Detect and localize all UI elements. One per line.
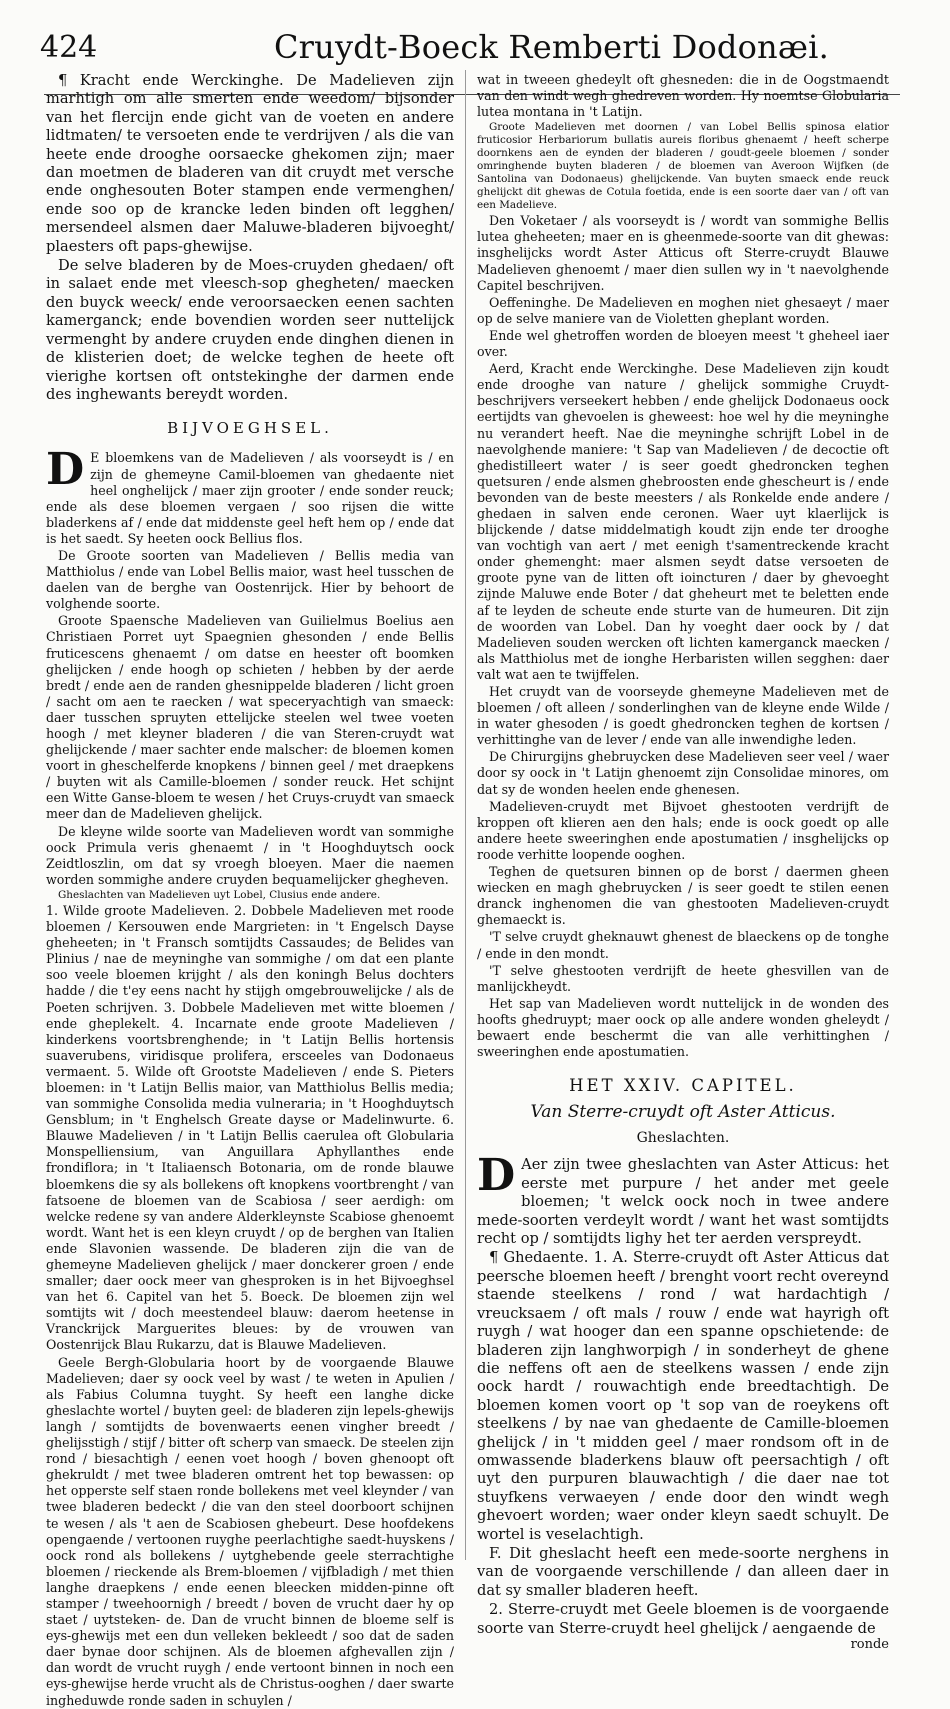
- paragraph-chirurgijns: De Chirurgijns ghebruycken dese Madelieven seer veel / waer door sy oock in 't Latijn ghenoemt zijn Consolidae minores, om dat sy de wonden heelen ende ghenesen.: [477, 749, 889, 797]
- paragraph-continuation: wat in tweeen ghedeylt oft ghesneden: die in de Oogstmaendt van den windt wegh ghedreven worden. Hy noemtse Globularia lutea montana in 't Latijn.: [477, 72, 889, 120]
- paragraph-quetsuren: Teghen de quetsuren binnen op de borst / daermen gheen wiecken en magh ghebruycken / is seer goedt te stilen eenen dranck inghenomen die van ghestooten Madelieven-cruydt ghemaeckt is.: [477, 864, 889, 928]
- page-header: [0, 28, 950, 72]
- paragraph-twee-gheslachten-text: Aer zijn twee gheslachten van Aster Atticus: het eerste met purpure / het ander met geele bloemen; 't welck oock noch in twee andere mede-soorten verdeylt wordt / want het wast somtijdts recht op / somtijdts lighy het ter aerden verspreydt.: [477, 1156, 889, 1248]
- chapter-title: HET XXIV. CAPITEL.: [569, 1076, 797, 1096]
- paragraph-aerd: Aerd, Kracht ende Werckinghe. Dese Madelieven zijn koudt ende drooghe van nature / ghelijck sommighe Cruydt-beschrijvers verseekert hebben / ende ghelijck Dodonaeus oock eertijdts van ghevoelen is gheweest: hoe wel hy die meyninghe nu verandert heeft. Nae die meyninghe schrijft Lobel in de naevolghende maniere: 't Sap van Madelieven / de decoctie oft ghedistilleert water / is seer goedt ghedroncken teghen quetsuren / ende alsmen ghebroosten ende ghescheurt is / ende bevonden van de beste meesters / als Ronkelde ende andere / ghedaen in salven ende ceronen. Waer uyt klaerlijck is blijckende / datse middelmatigh koudt zijn ende ter drooghe van vochtigh van aert / met eenigh t'samentreckende kracht onder ghemenght: maer alsmen seydt datse versoeten de groote pyne van de litten oft ioincturen / daer by ghevoeght zijnde Maluwe ende Boter / dat gheheurt met te beletten ende af te leyden de scheute ende sturte van de humeuren. Dit zijn de woorden van Lobel. Dan hy voeght daer oock by / dat Madelieven souden wercken oft lichten kamerganck maecken / als Matthiolus met de ionghe Herbaristen willen segghen: daer valt wat aen te twijffelen.: [477, 361, 889, 682]
- paragraph-iaer: Ende wel ghetroffen worden de bloeyen meest 't gheheel iaer over.: [477, 327, 889, 360]
- paragraph-doornen: Groote Madelieven met doornen / van Lobel Bellis spinosa elatior fruticosior Herbariorum bullatis aureis floribus ghenaemt / heeft scherpe doornkens aen de eynden der bladeren / goudt-geele bloemen / sonder omringhende buyten bladeren / de bloemen van Averoon Wijfken (de Santolina van Dodonaeus) ghelijckende. Van buyten smaeck ende reuck ghelijckt dit ghewas de Cotula foetida, ende is een soorte daer van / oft van een Madelieve.: [477, 121, 889, 212]
- paragraph-sap: Het sap van Madelieven wordt nuttelijck in de wonden des hoofts ghedruypt; maer oock op alle andere wonden gheleydt / bewaert ende beschermt die van alle verhittinghen / sweeringhen ende apostumatien.: [477, 995, 889, 1060]
- running-title: Cruydt-Boeck Remberti Dodonæi.: [274, 28, 829, 66]
- paragraph-geele-bergh: Geele Bergh-Globularia hoort by de voorgaende Blauwe Madelieven; daer sy oock veel by wast / te weten in Apulien / als Fabius Columna tuyght. Sy heeft een langhe dicke gheslachte wortel / buyten geel: de bladeren zijn lepels-ghewijs langh / somtijdts de bovenwaerts eenen vingher breedt / ghelijsstigh / stijf / bitter oft scherp van smaeck. De steelen zijn rond / biesachtigh / eenen voet hoogh / boven ghenoopt oft ghekruldt / met twee bladeren omtrent het top bewassen: op het opperste self staen ronde bollekens met veel kleynder / van twee bladeren bedeckt / die van den steel doorboort schijnen te wesen / als 't aen de Scabiosen ghebeurt. Dese hoofdekens opengaende / vertoonen ruyghe peerlachtighe saedt-huyskens / oock rond als bollekens / uytghebende geele sterrachtighe bloemen / rieckende als Brem-bloemen / vijfbladigh / met thien langhe draepkens / ende eenen bleecken midden-pinne oft stamper / tweehoornigh / breedt / boven de vrucht daer hy op staet / uytsteken- de. Dan de vrucht binnen de bloeme self is eys-ghewijs met een dun velleken bekleedt / soo dat de saden daer bynae door schijnen. Als de bloemen afghevallen zijn / dan wordt de vrucht ruygh / ende vertoont binnen in noch een eys-ghewijse herde vrucht als de Christus-ooghen / daer swarte ingheduwde ronde saden in schuylen /: [46, 1354, 454, 1708]
- paragraph-bloemkens-text: E bloemkens van de Madelieven / als voorseydt is / en zijn de ghemeyne Camil-bloemen van ghedaente niet heel onghelijck / maer zijn grooter / ende sonder reuck; ende als dese bloemen vergaen / soo rijsen die witte bladerkens af / ende dat middenste geel heft hem op / ende dat is het saedt. Sy heeten oock Bellius flos.: [46, 450, 454, 546]
- chapter-subtitle: Van Sterre-cruydt oft Aster Atticus.: [530, 1102, 836, 1123]
- paragraph-kleyne-wilde: De kleyne wilde soorte van Madelieven wordt van sommighe oock Primula veris ghenaemt / in 't Hooghduytsch oock Zeidtloszlin, om dat sy vroegh bloeyen. Maer die naemen worden sommighe andere cruyden bequamelijcker ghegheven.: [46, 823, 454, 887]
- paragraph-twee-gheslachten: [477, 1150, 889, 1248]
- column-divider: [465, 70, 466, 1560]
- paragraph-spaensche: Groote Spaensche Madelieven van Guilielmus Boelius aen Christiaen Porret uyt Spaegnien ghesonden / ende Bellis fruticescens ghenaemt / om datse en heester oft boomken ghelijcken / ende hoogh op schieten / hebben by der aerde bredt / ende aen de randen ghesnippelde bladeren / licht groen / sacht om aen te raecken / wat speceryachtigh van smaeck: daer tusschen spruyten ettelijcke steelen wel twee voeten hoogh / met kleyner bladeren / die van Steren-cruydt wat ghelijckende / maer sachter ende malscher: de bloemen komen voort in gheschelferde knopkens / binnen geel / met draepkens / buyten wit als Camille-bloemen / sonder reuck. Het schijnt een Witte Ganse-bloem te wesen / het Cruys-cruydt van smaeck meer dan de Madelieven ghelijck.: [46, 613, 454, 822]
- paragraph-groote-soorten: De Groote soorten van Madelieven / Bellis media van Matthiolus / ende van Lobel Bellis maior, wast heel tusschen de daelen van de berghe van Oostenrijck. Hier by behoort de volghende soorte.: [46, 547, 454, 612]
- drop-cap: D: [46, 444, 85, 496]
- chapter-heading-gheslachten: Gheslachten.: [636, 1130, 730, 1147]
- paragraph-ghedaente: ¶ Ghedaente. 1. A. Sterre-cruydt oft Aster Atticus dat peersche bloemen heeft / brenght voort recht overeynd staende steelkens / rond / wat hardachtigh / vreucksaem / oft mals / rouw / ende wat hayrigh oft ruygh / wat hooger dan een spanne opschietende: de bladeren zijn langhworpigh / in sonderheyt de ghene die neffens oft aen de steelkens wassen / ende zijn oock hardt / rouwachtigh ende breedtachtigh. De bloemen komen voort op 't sop van de roeykens oft steelkens / by nae van ghedaente de Camille-bloemen ghelijck / in 't midden geel / maer rondsom oft in de omwassende bladerkens blauw oft peersachtigh / oft uyt den purpuren blauwachtigh / die daer nae tot stuyfkens verwaeyen / ende door den windt wegh ghevoert worden; waer onder kleyn saedt schuylt. De wortel is veselachtigh.: [477, 1249, 889, 1543]
- paragraph-oeffeninghe: Oeffeninghe. De Madelieven en moghen niet ghesaeyt / maer op de selve maniere van de Violetten gheplant worden.: [477, 294, 889, 326]
- paragraph-kracht: ¶ Kracht ende Werckinghe. De Madelieven zijn marhtigh om alle smerten ende weedom/ bijsonder van het flercijn ende gicht van de voeten en andere lidtmaten/ te versoeten ende te verdrijven / als die van heete ende drooghe oorsaecke ghekomen zijn; maer dan moetmen de bladeren van dit cruydt met versche ende onghesouten Boter stampen ende vermenghen/ ende soo op de krancke leden binden oft legghen/ mersendeel alsmen daer Maluwe-bladeren bijvoeght/ plaesters oft paps-ghewijse.: [46, 72, 454, 255]
- paragraph-bijvoet: Madelieven-cruydt met Bijvoet ghestooten verdrijft de kroppen oft klieren aen den hals; ende is oock goedt op alle andere heete sweeringhen ende apostumatien / insghelijcks op roode verhitte loopende ooghen.: [477, 798, 889, 862]
- catchword: ronde: [850, 1637, 889, 1652]
- paragraph-gheslachten: Gheslachten van Madelieven uyt Lobel, Clusius ende andere.: [58, 888, 381, 901]
- paragraph-bloemkens: [46, 444, 454, 547]
- paragraph-mede-soorte: F. Dit gheslacht heeft een mede-soorte nerghens in van de voorgaende verschillende / dan alleen daer in dat sy smaller bladeren heeft.: [477, 1544, 889, 1599]
- paragraph-voketaer: Den Voketaer / als voorseydt is / wordt van sommighe Bellis lutea gheheeten; maer en is gheenmede-soorte van dit ghewas: insghelijcks wordt Aster Atticus oft Sterre-cruydt Blauwe Madelieven ghenoemt / maer dien sullen wy in 't naevolghende Capitel beschrijven.: [477, 213, 889, 293]
- paragraph-manlijckheydt: 'T selve ghestooten verdrijft de heete ghesvillen van de manlijckheydt.: [477, 962, 889, 994]
- paragraph-list: 1. Wilde groote Madelieven. 2. Dobbele Madelieven met roode bloemen / Kersouwen ende Margrieten: in 't Engelsch Dayse gheheeten; in 't Fransch somtijdts Cassaudes; de Belides van Plinius / nae de meyninghe van sommighe / om dat een plante soo veele bloemen krijght / als den koningh Belus dochters hadde / die t'ey eens nacht hy stijgh omgebrouwelijcke / als de Poeten schrijven. 3. Dobbele Madelieven met witte bloemen / ende gheplekelt. 4. Incarnate ende groote Madelieven / kinderkens voortsbrenghende; in 't Latijn Bellis hortensis suaverubens, viridisque prolifera, ersceeles van Dodonaeus vermaent. 5. Wilde oft Grootste Madelieven / ende S. Pieters bloemen: in 't Latijn Bellis maior, van Matthiolus Bellis media; van sommighe Consolida media vulneraria; in 't Hooghduytsch Gensblum; in 't Enghelsch Greate dayse or Madelinwurte. 6. Blauwe Madelieven / in 't Latijn Bellis caerulea oft Globularia Monspelliensium, van Anguillara Aphyllanthes ende frondiflora; in 't Italiaensch Botonaria, om de ronde blauwe bloemkens die sy als bollekens oft knopkens voortbrenght / van fatsoene de bloemen van de Scabiosa / seer aerdigh: om welcke redene sy van andere Alderkleynste Scabiose ghenoemt wordt. Want het is een kleyn cruydt / op de berghen van Italien ende Slavonien wassende. De bladeren zijn die van de ghemeyne Madelieven ghelijck / maer donckerer groen / ende smaller; daer oock meer van ghesproken is in het Bijvoeghsel van het 6. Capitel van het 5. Boeck. De bloemen zijn wel somtijts wit / doch meestendeel blauw: daerom heetense in Vranckrijck Marguerites bleues: by de vrouwen van Oostenrijck Blau Rukarzu, dat is Blauwe Madelieven.: [46, 902, 454, 1353]
- paragraph-moes-cruyden: De selve bladeren by de Moes-cruyden ghedaen/ oft in salaet ende met vleesch-sop ghegheten/ maecken den buyck weeck/ ende veroorsaecken eenen sachten kamerganck; ende bovendien worden seer nuttelijck vermenght by andere cruyden ende dinghen dienen in de klisterien doet; de welcke teghen de heete oft vierighe kortsen oft ontstekinghe der darmen ende des inghewants bereydt worden.: [46, 257, 454, 403]
- right-column: [477, 72, 889, 1652]
- left-column: [46, 72, 454, 1708]
- page-number: 424: [40, 30, 98, 65]
- paragraph-cruydt-gemeyne: Het cruydt van de voorseyde ghemeyne Madelieven met de bloemen / oft alleen / sonderlinghen van de kleyne ende Wilde / in water ghesoden / is goedt ghedroncken teghen de kortsen / verhittinghe van de lever / ende van alle inwendighe leden.: [477, 684, 889, 748]
- section-title-bijvoeghsel: BIJVOEGHSEL.: [167, 419, 333, 438]
- drop-cap: D: [477, 1150, 516, 1202]
- paragraph-geele-bloemen: 2. Sterre-cruydt met Geele bloemen is de voorgaende soorte van Sterre-cruydt heel ghelijck / aengaende de: [477, 1601, 889, 1637]
- paragraph-tonghe: 'T selve cruydt gheknauwt ghenest de blaeckens op de tonghe / ende in den mondt.: [477, 929, 889, 961]
